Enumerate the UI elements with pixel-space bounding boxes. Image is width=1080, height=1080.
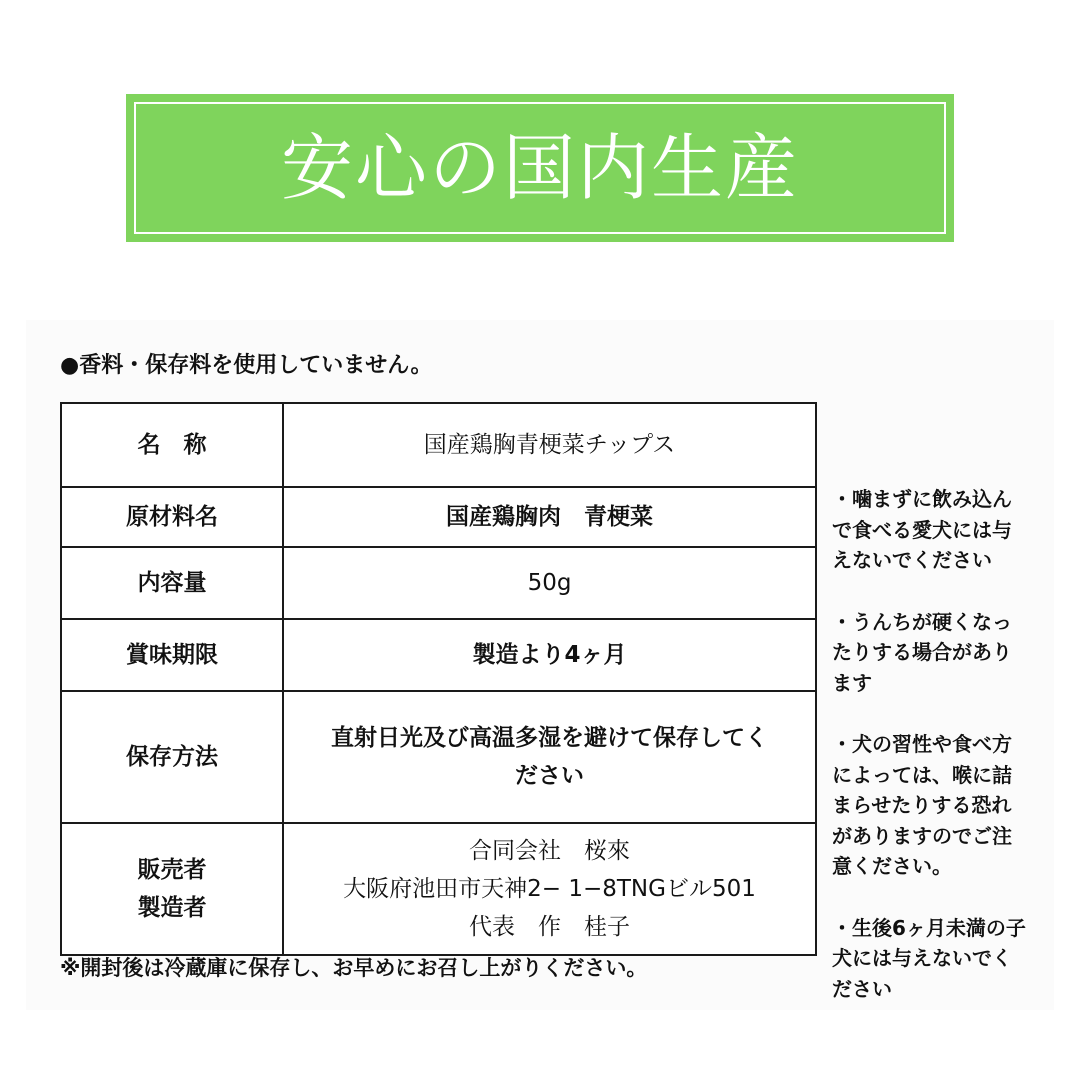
table-row: [61, 619, 816, 691]
value-text: 大阪府池田市天神2− 1−8TNGビル501: [343, 876, 756, 902]
row-label-expiry: [61, 619, 283, 691]
caution-note: [832, 913, 1054, 1005]
value-text: 直射日光及び高温多湿を避けて保存してく: [331, 725, 768, 751]
note-line: たりする場合があり: [832, 640, 1012, 664]
value-text: 代表 作 桂子: [469, 914, 630, 940]
label-text: 内容量: [137, 570, 207, 596]
label-text: 賞味期限: [126, 642, 218, 668]
label-text: 原材料名: [126, 504, 218, 530]
note-line: ・犬の習性や食べ方: [832, 732, 1012, 756]
note-line: 意ください。: [832, 854, 952, 878]
label-text: 販売者: [137, 857, 207, 883]
storage-after-opening-notice: ※開封後は冷蔵庫に保存し、お早めにお召し上がりください。: [60, 956, 648, 980]
row-label-ingredients: [61, 487, 283, 547]
row-value-name: [283, 403, 816, 487]
note-line: がありますのでご注: [832, 823, 1012, 848]
row-label-seller: [61, 823, 283, 955]
row-value-content: [283, 547, 816, 619]
note-line: ・うんちが硬くなっ: [832, 609, 1012, 634]
note-line: ・生後6ヶ月未満の子: [832, 915, 1026, 940]
note-line: ます: [832, 670, 872, 695]
row-label-storage: [61, 691, 283, 823]
header-banner: [126, 94, 954, 242]
row-value-ingredients: [283, 487, 816, 547]
caution-note: [832, 729, 1054, 882]
table-row: [61, 547, 816, 619]
note-line: によっては、喉に詰: [832, 762, 1012, 787]
caution-note: [832, 607, 1054, 699]
table-row: [61, 487, 816, 547]
table-row: [61, 691, 816, 823]
table-row: [61, 823, 816, 955]
no-additives-notice: ●香料・保存料を使用していません。: [60, 353, 433, 378]
row-label-content: [61, 547, 283, 619]
note-line: ださい: [832, 976, 892, 1001]
value-text: 製造より4ヶ月: [472, 642, 627, 668]
value-text: 国産鶏胸青梗菜チップス: [423, 432, 676, 458]
note-line: ・噛まずに飲み込ん: [832, 487, 1012, 511]
banner-title: 安心の国内生産: [280, 126, 799, 210]
row-value-storage: [283, 691, 816, 823]
caution-notes: [832, 484, 1054, 1035]
row-value-seller: [283, 823, 816, 955]
note-line: まらせたりする恐れ: [832, 793, 1012, 817]
note-line: で食べる愛犬には与: [832, 517, 1012, 542]
label-text: 名 称: [137, 432, 207, 458]
label-text: 製造者: [137, 895, 207, 921]
note-line: えないでください: [832, 548, 992, 572]
value-text: 合同会社 桜來: [469, 838, 630, 864]
table-row: [61, 403, 816, 487]
row-value-expiry: [283, 619, 816, 691]
note-line: 犬には与えないでく: [832, 946, 1012, 970]
value-text: ださい: [515, 763, 584, 789]
product-spec-table: [60, 402, 817, 956]
caution-note: [832, 484, 1054, 576]
banner-frame: [134, 102, 946, 234]
value-text: 50g: [527, 570, 572, 596]
row-label-name: [61, 403, 283, 487]
value-text: 国産鶏胸肉 青梗菜: [446, 504, 653, 530]
label-text: 保存方法: [126, 744, 218, 770]
